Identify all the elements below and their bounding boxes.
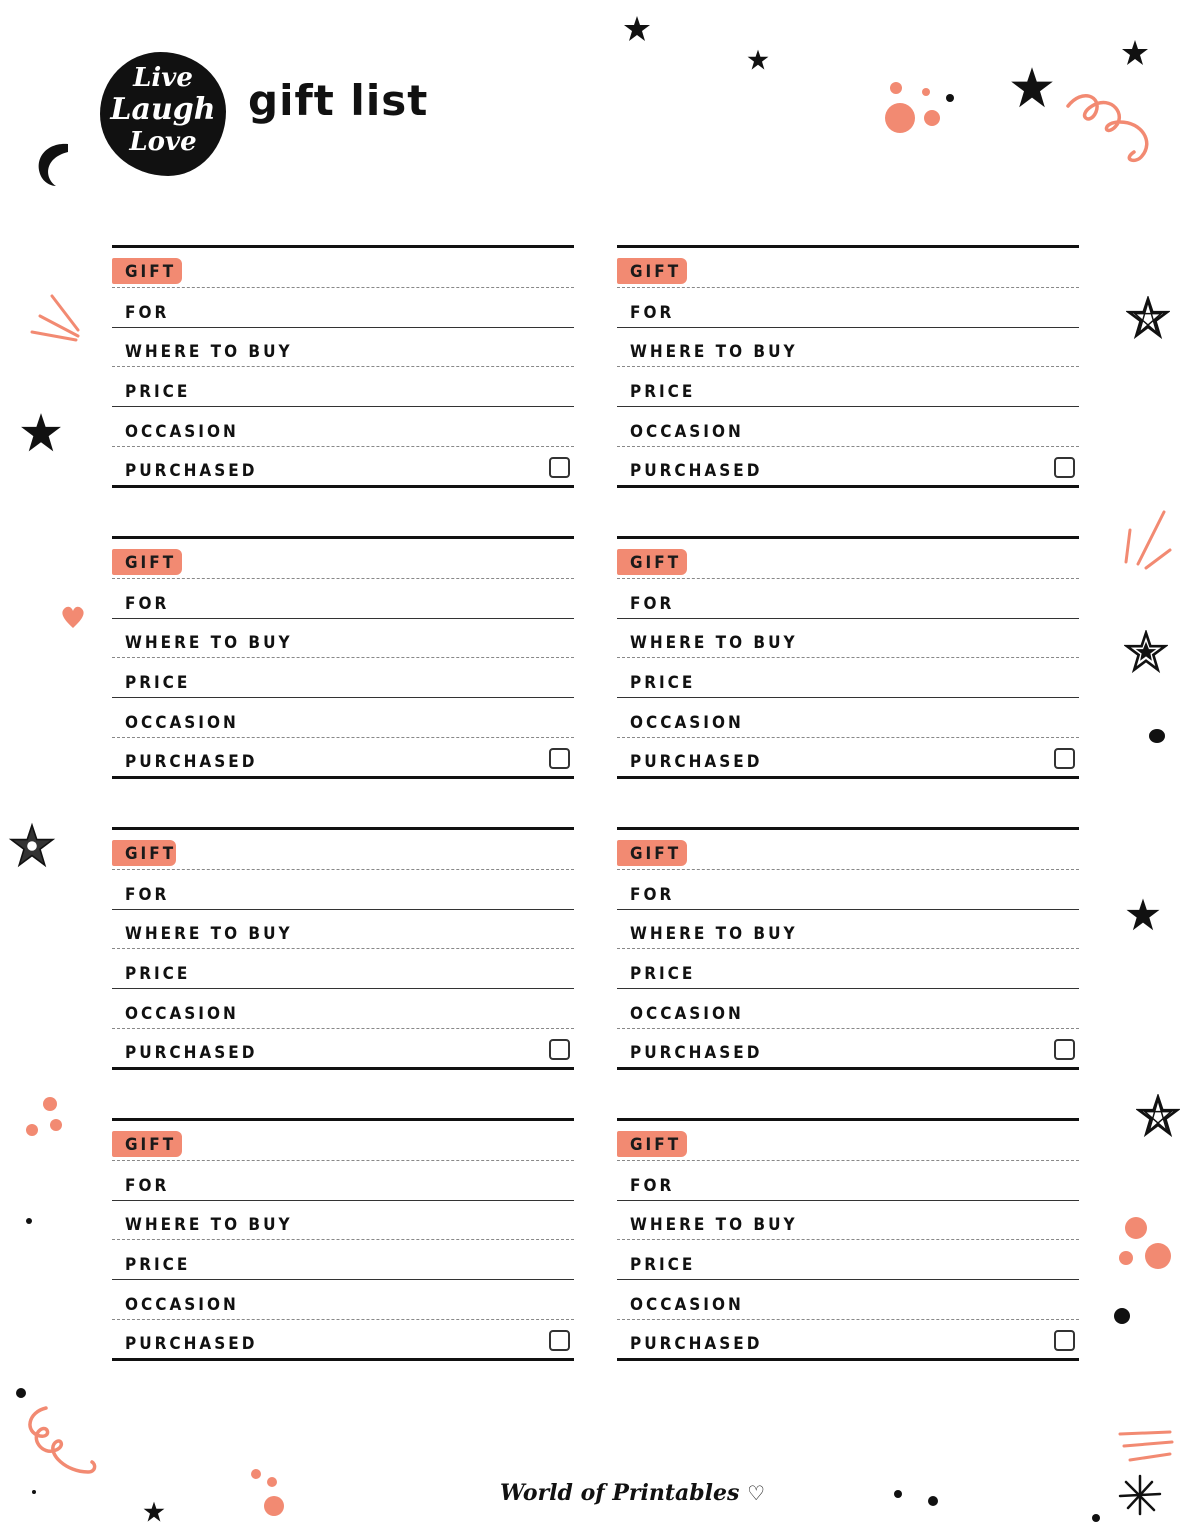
star-icon: [1124, 896, 1162, 934]
dot-icon: [1146, 726, 1168, 746]
where-to-buy-label: WHERE TO BUY: [125, 633, 293, 653]
burst-lines-icon: [1116, 1428, 1176, 1468]
star-icon: [746, 48, 770, 72]
burst-lines-icon: [28, 290, 84, 346]
footer-brand-text: World of Printables: [500, 1480, 740, 1506]
star-icon: [622, 14, 652, 44]
gift-entry-2: [617, 245, 1079, 488]
moon-icon: [28, 138, 76, 188]
purchased-checkbox[interactable]: [549, 1039, 570, 1060]
gift-entry-6: [617, 827, 1079, 1070]
dots-cluster-icon: [1112, 1212, 1178, 1276]
gift-label: GIFT: [630, 844, 682, 864]
occasion-label: OCCASION: [630, 713, 744, 733]
logo-line-3: Love: [129, 127, 197, 157]
logo-line-2: Laugh: [110, 92, 216, 127]
where-to-buy-label: WHERE TO BUY: [630, 633, 798, 653]
burst-lines-icon: [1118, 506, 1174, 572]
gift-entry-3: [112, 536, 574, 779]
logo-line-1: Live: [133, 63, 193, 93]
for-label: FOR: [125, 1176, 170, 1196]
gift-label-chip: [112, 258, 182, 284]
gift-label-chip: [617, 840, 687, 866]
dots-cluster-icon: [20, 1092, 70, 1142]
price-label: PRICE: [125, 1255, 191, 1275]
for-label: FOR: [125, 303, 170, 323]
dots-cluster-icon: [880, 78, 960, 140]
where-to-buy-label: WHERE TO BUY: [630, 342, 798, 362]
for-label: FOR: [630, 303, 675, 323]
for-label: FOR: [630, 594, 675, 614]
dot-icon: [926, 1494, 940, 1508]
occasion-label: OCCASION: [125, 1004, 239, 1024]
gift-label: GIFT: [630, 553, 682, 573]
gift-label: GIFT: [125, 553, 177, 573]
where-to-buy-label: WHERE TO BUY: [630, 1215, 798, 1235]
price-label: PRICE: [125, 673, 191, 693]
gift-entry-7: [112, 1118, 574, 1361]
heart-outline-icon: ♡: [747, 1481, 766, 1505]
where-to-buy-label: WHERE TO BUY: [125, 1215, 293, 1235]
star-icon: [1008, 64, 1056, 112]
star-icon: [1120, 38, 1150, 68]
for-label: FOR: [630, 1176, 675, 1196]
dot-icon: [14, 1386, 28, 1400]
star-outline-icon: [1136, 1094, 1180, 1138]
gift-label: GIFT: [125, 844, 177, 864]
occasion-label: OCCASION: [125, 1295, 239, 1315]
footer-brand: [500, 1478, 765, 1508]
purchased-label: PURCHASED: [125, 752, 258, 772]
gift-label-chip: [617, 258, 687, 284]
star-outline-icon: [1124, 630, 1168, 674]
gift-label-chip: [112, 549, 182, 575]
swirl-icon: [1062, 86, 1162, 172]
gift-entry-8: [617, 1118, 1079, 1361]
live-laugh-love-logo: [100, 52, 226, 176]
price-label: PRICE: [630, 964, 696, 984]
occasion-label: OCCASION: [125, 713, 239, 733]
star-icon: [142, 1500, 166, 1524]
purchased-checkbox[interactable]: [1054, 1039, 1075, 1060]
purchased-label: PURCHASED: [125, 1334, 258, 1354]
price-label: PRICE: [125, 964, 191, 984]
sparkle-icon: [1116, 1474, 1164, 1516]
for-label: FOR: [125, 594, 170, 614]
purchased-checkbox[interactable]: [549, 457, 570, 478]
for-label: FOR: [125, 885, 170, 905]
dot-icon: [24, 1216, 34, 1226]
gift-label: GIFT: [125, 262, 177, 282]
purchased-checkbox[interactable]: [1054, 1330, 1075, 1351]
dot-icon: [30, 1488, 38, 1496]
price-label: PRICE: [630, 673, 696, 693]
gift-entry-5: [112, 827, 574, 1070]
occasion-label: OCCASION: [630, 422, 744, 442]
where-to-buy-label: WHERE TO BUY: [125, 924, 293, 944]
purchased-label: PURCHASED: [125, 1043, 258, 1063]
purchased-label: PURCHASED: [630, 1334, 763, 1354]
swirl-icon: [22, 1402, 102, 1482]
gift-entry-1: [112, 245, 574, 488]
purchased-checkbox[interactable]: [1054, 457, 1075, 478]
gift-label-chip: [617, 549, 687, 575]
gift-label: GIFT: [630, 1135, 682, 1155]
occasion-label: OCCASION: [630, 1295, 744, 1315]
purchased-label: PURCHASED: [630, 1043, 763, 1063]
dots-cluster-icon: [246, 1464, 286, 1520]
gift-entry-4: [617, 536, 1079, 779]
for-label: FOR: [630, 885, 675, 905]
where-to-buy-label: WHERE TO BUY: [630, 924, 798, 944]
star-icon: [18, 410, 64, 456]
purchased-label: PURCHASED: [630, 752, 763, 772]
occasion-label: OCCASION: [630, 1004, 744, 1024]
where-to-buy-label: WHERE TO BUY: [125, 342, 293, 362]
heart-icon: [60, 604, 86, 630]
gift-label-chip: [112, 840, 176, 866]
gift-label-chip: [112, 1131, 182, 1157]
price-label: PRICE: [125, 382, 191, 402]
purchased-label: PURCHASED: [125, 461, 258, 481]
purchased-checkbox[interactable]: [1054, 748, 1075, 769]
star-outline-icon: [1126, 296, 1170, 340]
dot-icon: [1090, 1512, 1102, 1524]
gift-label: GIFT: [630, 262, 682, 282]
price-label: PRICE: [630, 382, 696, 402]
dot-icon: [892, 1488, 904, 1500]
price-label: PRICE: [630, 1255, 696, 1275]
star-outline-icon: [8, 822, 56, 870]
gift-label: GIFT: [125, 1135, 177, 1155]
occasion-label: OCCASION: [125, 422, 239, 442]
purchased-checkbox[interactable]: [549, 1330, 570, 1351]
gift-label-chip: [617, 1131, 687, 1157]
dot-icon: [1112, 1306, 1132, 1326]
page-title: gift list: [248, 76, 429, 125]
purchased-checkbox[interactable]: [549, 748, 570, 769]
purchased-label: PURCHASED: [630, 461, 763, 481]
